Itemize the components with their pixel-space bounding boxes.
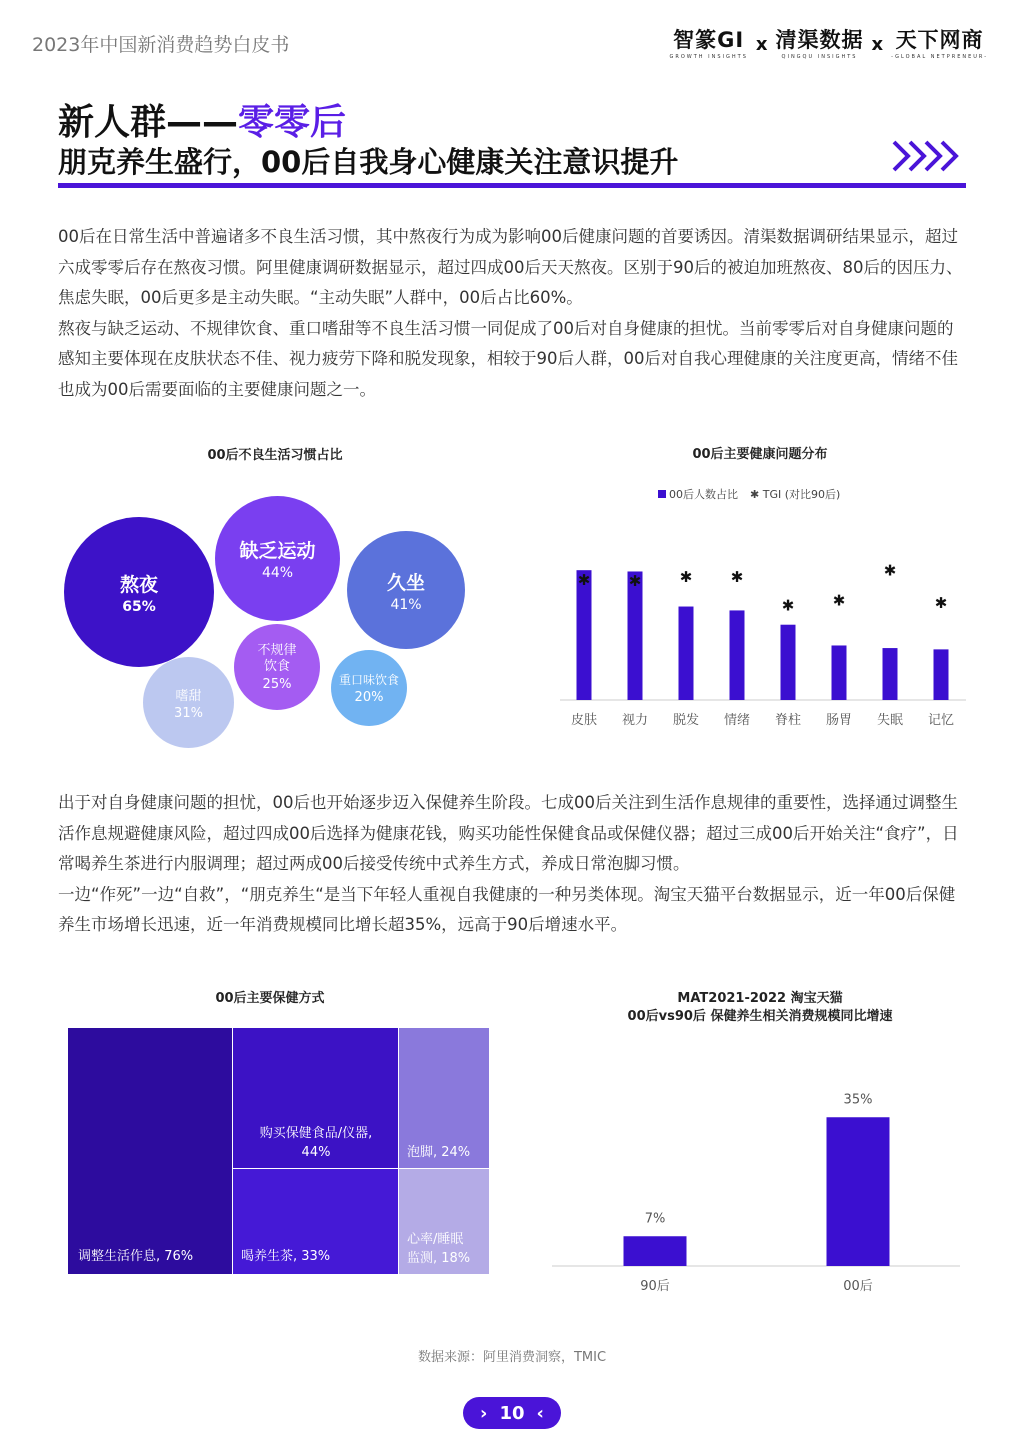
bubble-aoye	[64, 517, 214, 667]
tick-label-脊柱: 脊柱	[774, 713, 802, 728]
tick-label-00后: 00后	[843, 1279, 873, 1294]
tgi-marker-脊柱: ✱	[781, 596, 795, 615]
bubble-label: 饮食	[263, 658, 290, 674]
body-paragraph-1	[58, 222, 968, 405]
bubble-label: 重口味饮食	[338, 673, 399, 687]
bubble-zhongkouweiyinshi	[331, 650, 407, 726]
treemap-cell-goumai	[233, 1028, 398, 1168]
tgi-marker-情绪: ✱	[730, 568, 744, 587]
growth-bar-chart	[550, 1070, 962, 1300]
tgi-marker-皮肤: ✱	[577, 570, 591, 589]
bar-情绪	[730, 610, 745, 700]
bubble-value: 41%	[390, 596, 422, 613]
treemap-label-line: 心率/睡眠	[407, 1232, 464, 1247]
page-number-badge	[463, 1397, 561, 1429]
treemap-label	[407, 1230, 470, 1268]
partner-logos	[670, 28, 988, 60]
growth-chart-title	[580, 990, 940, 1026]
bubble-value: 25%	[262, 676, 292, 692]
growth-chart-title-line: 00后vs90后 保健养生相关消费规模同比增速	[627, 1009, 893, 1024]
bubble-quefayundong	[215, 496, 340, 621]
treemap-label-line: 44%	[301, 1145, 331, 1160]
data-label-90后: 7%	[644, 1211, 666, 1227]
chevrons-right-icon	[890, 138, 968, 174]
paragraph: 一边“作死”一边“自救”，“朋克养生“是当下年轻人重视自我健康的一种另类体现。淘宝天猫平台数据显示，近一年00后保健养生市场增长迅速，近一年消费规模同比增长超35%，远高于90后增速水平。	[58, 884, 956, 934]
tgi-marker-视力: ✱	[628, 572, 642, 591]
treemap-cell-paojiao	[399, 1028, 489, 1168]
legend-item-share	[658, 486, 738, 502]
bubble-label: 缺乏运动	[239, 540, 316, 562]
paragraph: 出于对自身健康问题的担忧，00后也开始逐步迈入保健养生阶段。七成00后关注到生活作息规律的重要性，选择通过调整生活作息规避健康风险，超过四成00后选择为健康花钱，购买功能性保健食品或保健仪器；超过三成00后开始关注“食疗”，日常喝养生茶进行内服调理；超过两成00后接受传统中式养生方式，养成日常泡脚习惯。	[58, 793, 959, 873]
bar-失眠	[883, 648, 898, 700]
logo-sub: -GLOBAL NETPRENEUR-	[891, 54, 988, 60]
bubble-label: 久坐	[386, 571, 425, 594]
tgi-marker-记忆: ✱	[934, 594, 948, 613]
bar-脊柱	[781, 625, 796, 700]
treemap-label: 泡脚, 24%	[407, 1145, 471, 1160]
bubble-jiuzuo	[347, 531, 465, 649]
logo-separator: x	[755, 33, 768, 55]
bar-皮肤	[577, 570, 592, 700]
bar-00后	[827, 1117, 890, 1266]
bubble-value: 31%	[174, 705, 203, 721]
heading-divider	[58, 183, 966, 188]
growth-chart-title-line: MAT2021-2022 淘宝天猫	[677, 991, 843, 1006]
section-title-prefix: 新人群——	[58, 102, 239, 143]
paragraph: 00后在日常生活中普遍诸多不良生活习惯，其中熬夜行为成为影响00后健康问题的首要诱因。清渠数据调研结果显示，超过六成零零后存在熬夜习惯。阿里健康调研数据显示，超过四成00后天天熬夜。区别于90后的被迫加班熬夜、80后的因压力、焦虑失眠，00后更多是主动失眠。“主动失眠”人群中，00后占比60%。	[58, 227, 963, 307]
logo-name: 天下网商	[895, 28, 984, 52]
legend-swatch	[658, 490, 666, 498]
tick-label-90后: 90后	[640, 1279, 670, 1294]
health-chart-title: 00后主要健康问题分布	[692, 447, 828, 462]
treemap-cell-yangshengcha	[233, 1169, 398, 1274]
legend-label: TGI (对比90后)	[762, 488, 841, 501]
bubble-value: 44%	[261, 565, 294, 581]
logo-zhizhuan	[670, 28, 748, 60]
legend-item-tgi	[750, 486, 840, 502]
data-source: 数据来源：阿里消费洞察，TMIC	[417, 1350, 607, 1365]
tick-label-视力: 视力	[621, 713, 649, 728]
asterisk-icon: ✱	[750, 488, 760, 501]
tgi-marker-脱发: ✱	[679, 568, 693, 587]
treemap-cell-tiaozheng	[68, 1028, 232, 1274]
bar-记忆	[934, 649, 949, 700]
treemap-label-line: 购买保健食品/仪器,	[259, 1126, 373, 1141]
bubble-label: 熬夜	[119, 573, 158, 596]
treemap-label: 调整生活作息, 76%	[78, 1249, 194, 1264]
bar-90后	[624, 1236, 687, 1266]
tgi-marker-失眠: ✱	[883, 561, 897, 580]
treemap-label	[241, 1124, 391, 1162]
section-title-accent: 零零后	[238, 102, 347, 143]
logo-name: 清渠数据	[775, 28, 864, 52]
treemap-label: 喝养生茶, 33%	[241, 1249, 331, 1264]
bubble-shitian	[143, 657, 234, 748]
tgi-marker-肠胃: ✱	[832, 591, 846, 610]
bar-肠胃	[832, 645, 847, 700]
bar-视力	[628, 571, 643, 700]
section-title	[58, 94, 346, 145]
logo-name: 智篆GI	[673, 28, 745, 52]
logo-tianxia	[891, 28, 988, 60]
legend-label: 00后人数占比	[669, 488, 738, 501]
tick-label-失眠: 失眠	[876, 713, 904, 728]
bubble-label: 嗜甜	[175, 688, 202, 704]
page-number: 10	[499, 1402, 525, 1424]
treemap-label-line: 监测, 18%	[407, 1251, 471, 1266]
tick-label-肠胃: 肠胃	[825, 713, 853, 728]
bubble-label: 不规律	[257, 642, 297, 658]
tick-label-情绪: 情绪	[723, 713, 751, 728]
treemap-title: 00后主要保健方式	[215, 991, 325, 1006]
bubble-buguilvyinshi	[234, 624, 320, 710]
bubble-value: 20%	[354, 690, 384, 705]
body-paragraph-2	[58, 788, 968, 941]
logo-sub: QINGQU INSIGHTS	[781, 54, 858, 60]
paragraph: 熬夜与缺乏运动、不规律饮食、重口嗜甜等不良生活习惯一同促成了00后对自身健康的担忧。当前零零后对自身健康问题的感知主要体现在皮肤状态不佳、视力疲劳下降和脱发现象，相较于90后人群，00后对自我心理健康的关注度更高，情绪不佳也成为00后需要面临的主要健康问题之一。	[58, 318, 958, 399]
bubble-chart-title: 00后不良生活习惯占比	[207, 448, 343, 463]
bubble-value: 65%	[122, 598, 156, 615]
health-bar-chart	[558, 520, 968, 735]
bar-脱发	[679, 607, 694, 700]
tick-label-皮肤: 皮肤	[570, 713, 598, 728]
health-chart-legend	[658, 486, 840, 502]
chevron-right-icon: ›	[480, 1402, 488, 1424]
chevron-left-icon: ‹	[536, 1402, 544, 1424]
logo-separator: x	[871, 33, 884, 55]
section-subtitle: 朋克养生盛行，00后自我身心健康关注意识提升	[58, 145, 679, 179]
tick-label-脱发: 脱发	[672, 713, 700, 728]
logo-sub: GROWTH INSIGHTS	[669, 54, 748, 60]
data-label-00后: 35%	[843, 1092, 873, 1108]
logo-qingqu	[776, 28, 864, 60]
treemap-cell-xinlv	[399, 1169, 489, 1274]
tick-label-记忆: 记忆	[927, 713, 955, 728]
document-title: 2023年中国新消费趋势白皮书	[32, 34, 290, 56]
